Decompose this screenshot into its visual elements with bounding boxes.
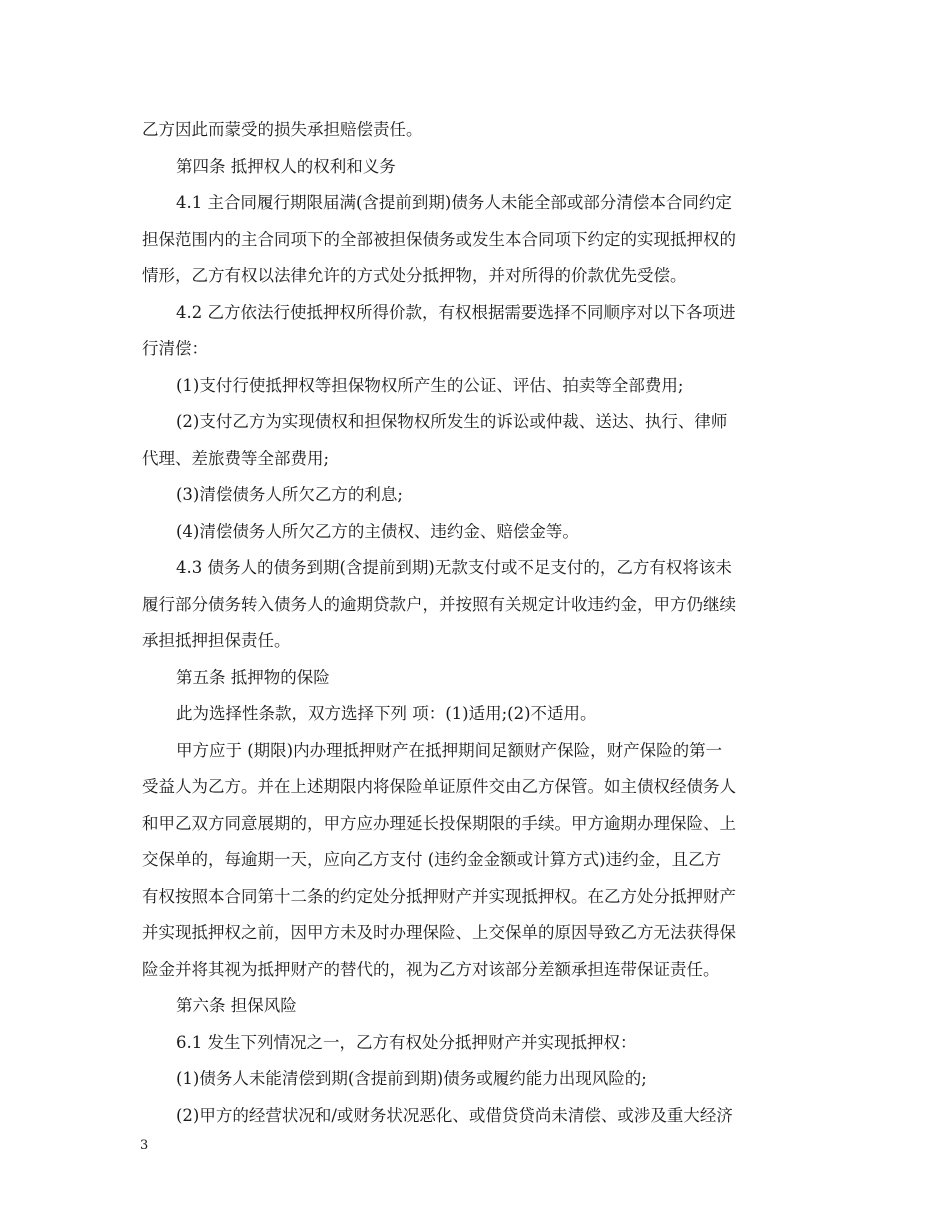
clause-4-1: 4.1 主合同履行期限届满(含提前到期)债务人未能全部或部分清偿本合同约定 [176, 193, 732, 212]
text-line: 交保单的，每逾期一天，应向乙方支付 (违约金金额或计算方式)违约金，且乙方 [142, 850, 722, 869]
list-item: (1)债务人未能清偿到期(含提前到期)债务或履约能力出现风险的; [176, 1069, 647, 1088]
page-number: 3 [140, 1138, 149, 1153]
list-item: (4)清偿债务人所欠乙方的主债权、违约金、赔偿金等。 [176, 521, 579, 541]
text-line: 甲方应于 (期限)内办理抵押财产在抵押期间足额财产保险，财产保险的第一 [176, 740, 723, 760]
text-line: 并实现抵押权之前，因甲方未及时办理保险、上交保单的原因导致乙方无法获得保 [142, 923, 736, 942]
list-item: (2)甲方的经营状况和/或财务状况恶化、或借贷贷尚未清偿、或涉及重大经济 [176, 1105, 733, 1125]
section-heading-6: 第六条 担保风险 [176, 996, 297, 1015]
text-line: 承担抵押担保责任。 [142, 631, 291, 650]
clause-6-1: 6.1 发生下列情况之一，乙方有权处分抵押财产并实现抵押权： [176, 1032, 637, 1052]
text-line: 和甲乙双方同意展期的，甲方应办理延长投保期限的手续。甲方逾期办理保险、上 [142, 813, 736, 833]
text-line: 情形，乙方有权以法律允许的方式处分抵押物，并对所得的价款优先受偿。 [142, 266, 687, 285]
list-item: (3)清偿债务人所欠乙方的利息; [176, 485, 403, 504]
clause-4-2: 4.2 乙方依法行使抵押权所得价款，有权根据需要选择不同顺序对以下各项进 [176, 302, 736, 322]
text-line: 此为选择性条款，双方选择下列 项：(1)适用;(2)不适用。 [176, 704, 597, 723]
text-line: 有权按照本合同第十二条的约定处分抵押财产并实现抵押权。在乙方处分抵押财产 [142, 886, 736, 906]
text-line: 代理、差旅费等全部费用; [142, 448, 330, 468]
text-line: 担保范围内的主合同项下的全部被担保债务或发生本合同项下约定的实现抵押权的 [142, 229, 736, 249]
section-heading-4: 第四条 抵押权人的权利和义务 [176, 156, 396, 176]
text-line: 险金并将其视为抵押财产的替代的，视为乙方对该部分差额承担连带保证责任。 [142, 959, 720, 979]
text-line: 行清偿： [142, 339, 208, 358]
text-line: 乙方因此而蒙受的损失承担赔偿责任。 [142, 120, 423, 139]
text-line: 受益人为乙方。并在上述期限内将保险单证原件交由乙方保管。如主债权经债务人 [142, 777, 736, 796]
list-item: (2)支付乙方为实现债权和担保物权所发生的诉讼或仲裁、送达、执行、律师 [176, 412, 728, 431]
text-line: 履行部分债务转入债务人的逾期贷款户，并按照有关规定计收违约金，甲方仍继续 [142, 594, 736, 614]
list-item: (1)支付行使抵押权等担保物权所产生的公证、评估、拍卖等全部费用; [176, 375, 684, 395]
section-heading-5: 第五条 抵押物的保险 [176, 667, 330, 687]
document-body [142, 112, 818, 1134]
clause-4-3: 4.3 债务人的债务到期(含提前到期)无款支付或不足支付的，乙方有权将该未 [176, 558, 732, 577]
